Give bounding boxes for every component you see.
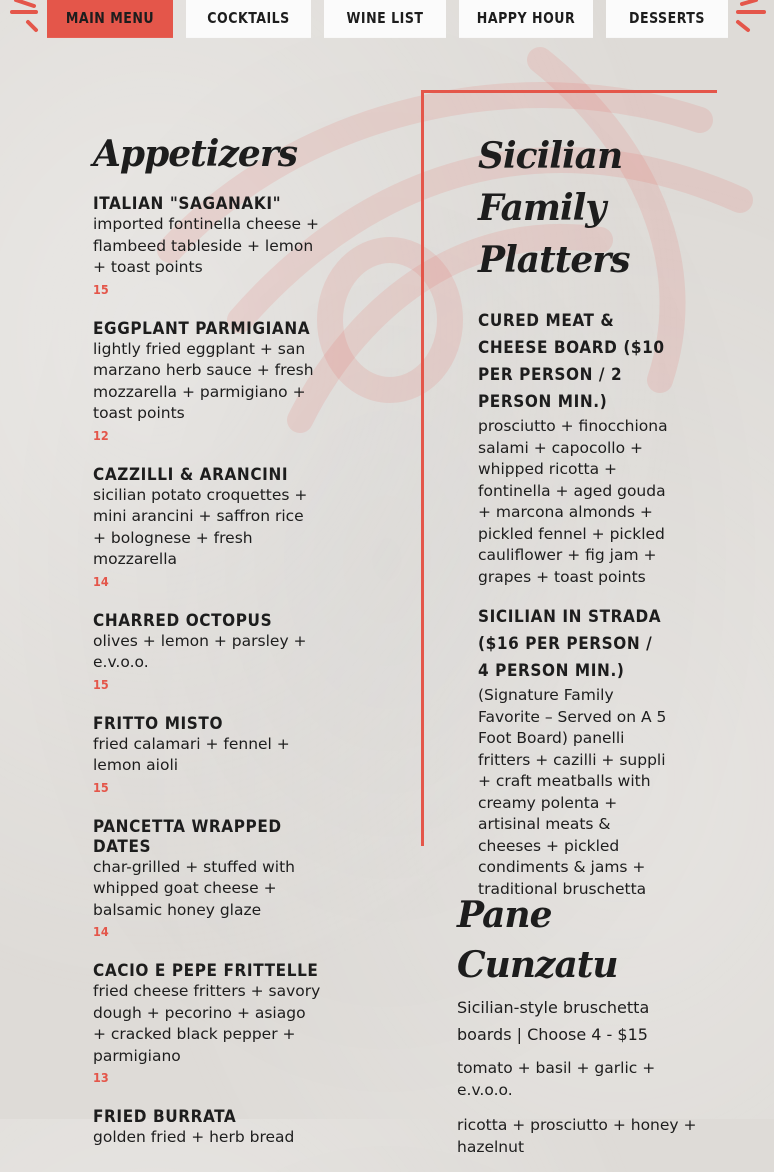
pane-cunzatu-title: Pane Cunzatu (457, 894, 618, 986)
platters-section (478, 130, 668, 900)
menu-item (93, 961, 321, 1089)
menu-item-desc: sicilian potato croquettes + mini arancini + saffron rice + bolognese + fresh mozzarella (93, 485, 308, 569)
menu-item-desc: lightly fried eggplant + san marzano herb sauce + fresh mozzarella + parmigiano + toast points (93, 339, 314, 423)
menu-item (93, 714, 321, 799)
menu-item (93, 1107, 321, 1149)
platters-frame-left (421, 90, 424, 846)
menu-item-desc: imported fontinella cheese + flambeed tableside + lemon + toast points (93, 215, 319, 277)
menu-item-price: 15 (93, 779, 109, 795)
menu-item-name: PANCETTA WRAPPED DATES (93, 816, 282, 857)
menu-item-name: FRITTO MISTO (93, 713, 224, 734)
pane-option: tomato + basil + garlic + e.v.o.o. (457, 1059, 656, 1099)
menu-item-price: 12 (93, 427, 109, 443)
menu-item-desc: prosciutto + finocchiona salami + capocollo + whipped ricotta + fontinella + aged gouda + marcona almonds + pickled fennel + pickled cauliflower + fig jam + grapes + toast points (478, 417, 668, 586)
menu-item-desc: char-grilled + stuffed with whipped goat cheese + balsamic honey glaze (93, 857, 296, 919)
menu-item (478, 308, 668, 588)
platters-title: Sicilian Family Platters (478, 135, 630, 281)
menu-item (478, 604, 668, 900)
menu-item-desc: fried calamari + fennel + lemon aioli (93, 734, 290, 775)
menu-item-desc: olives + lemon + parsley + e.v.o.o. (93, 631, 307, 672)
menu-item-name: CAZZILLI & ARANCINI (93, 464, 289, 485)
tab-happy-hour[interactable]: HAPPY HOUR (459, 0, 593, 38)
menu-item-price: 13 (93, 1070, 109, 1086)
menu-item (93, 319, 321, 447)
appetizers-title: Appetizers (93, 133, 298, 175)
menu-item-price: 15 (93, 676, 109, 692)
menu-item-name: CACIO E PEPE FRITTELLE (93, 961, 319, 982)
burst-decoration-left (8, 0, 44, 36)
tab-main-menu[interactable]: MAIN MENU (47, 0, 173, 38)
top-nav (0, 0, 774, 40)
menu-item-name: CURED MEAT & CHEESE BOARD ($10 PER PERSON / 2 PERSON MIN.) (478, 311, 665, 412)
menu-item-name: SICILIAN IN STRADA ($16 PER PERSON / 4 PERSON MIN.) (478, 607, 662, 681)
tab-desserts[interactable]: DESSERTS (606, 0, 728, 38)
menu-item-name: FRIED BURRATA (93, 1107, 237, 1128)
tab-wine-list[interactable]: WINE LIST (324, 0, 446, 38)
menu-item-price: 14 (93, 924, 109, 940)
menu-item-name: CHARRED OCTOPUS (93, 610, 273, 631)
appetizers-section (93, 128, 321, 1149)
pane-cunzatu-subtitle: Sicilian-style bruschetta boards | Choose 4 - $15 (457, 998, 650, 1044)
tab-cocktails[interactable]: COCKTAILS (186, 0, 311, 38)
menu-item (93, 817, 321, 944)
pane-option: ricotta + prosciutto + honey + hazelnut (457, 1116, 697, 1156)
menu-item-desc: fried cheese fritters + savory dough + pecorino + asiago + cracked black pepper + parmigiano (93, 982, 321, 1065)
menu-item-name: ITALIAN "SAGANAKI" (93, 194, 282, 215)
menu-item-desc: (Signature Family Favorite – Served on A 5 Foot Board) panelli fritters + cazilli + suppli + craft meatballs with creamy polenta + artisinal meats & cheeses + pickled condiments & jams + traditional bruschetta (478, 686, 667, 898)
menu-item (93, 465, 321, 593)
menu-item-name: EGGPLANT PARMIGIANA (93, 318, 311, 339)
platters-frame-top (421, 90, 717, 93)
burst-decoration-right (734, 0, 770, 36)
menu-item-price: 15 (93, 281, 109, 297)
menu-item (93, 194, 321, 301)
pane-cunzatu-section (457, 890, 697, 1172)
menu-item (93, 611, 321, 696)
menu-item-desc: golden fried + herb bread (93, 1128, 295, 1147)
menu-item-price: 14 (93, 573, 109, 589)
